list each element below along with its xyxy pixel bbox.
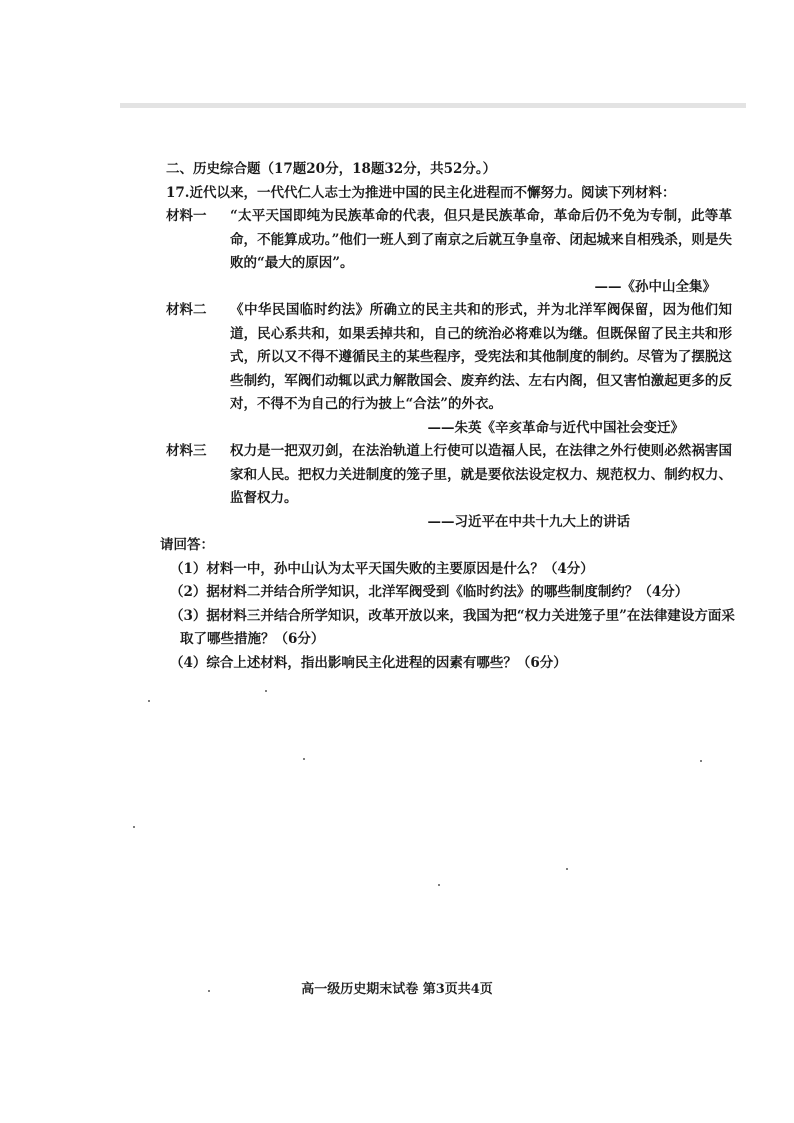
scan-speck (148, 700, 150, 702)
sub-question-3-continued: 取了哪些措施？（6分） (180, 631, 325, 647)
question-content (160, 158, 735, 675)
scan-speck (265, 690, 267, 692)
scan-speck (438, 884, 440, 886)
material-label: 材料三 (166, 443, 207, 459)
material-label: 材料二 (166, 302, 207, 318)
scan-speck (700, 760, 702, 762)
page-footer: 高一级历史期末试卷 第3页共4页 (301, 982, 493, 997)
sub-question-1: （1）材料一中，孙中山认为太平天国失败的主要原因是什么？（4分） (170, 560, 594, 577)
material-source: ——《孙中山全集》 (594, 278, 716, 295)
material-source: ——朱英《辛亥革命与近代中国社会变迁》 (427, 419, 684, 436)
scan-speck (208, 990, 210, 992)
material-1 (166, 205, 732, 276)
section-heading: 二、历史综合题（17题20分，18题32分，共52分。） (166, 161, 497, 177)
scan-speck (566, 868, 568, 870)
scan-speck (133, 826, 135, 828)
material-3 (166, 440, 732, 511)
material-text: “太平天国即纯为民族革命的代表，但只是民族革命，革命后仍不免为专制，此等革命，不能算成功。”他们一班人到了南京之后就互争皇帝、闭起城来自相残杀，则是失败的“最大的原因”。 (230, 208, 732, 271)
question-intro: 17.近代以来，一代代仁人志士为推进中国的民主化进程而不懈努力。阅读下列材料： (166, 184, 676, 201)
material-2 (166, 299, 732, 417)
material-label: 材料一 (166, 208, 207, 224)
material-text: 《中华民国临时约法》所确立的民主共和的形式，并为北洋军阀保留，因为他们知道，民心系共和，如果丢掉共和，自己的统治必将难以为继。但既保留了民主共和形式，所以又不得不遵循民主的某些程序，受宪法和其他制度的制约。尽管为了摆脱这些制约，军阀们动辄以武力解散国会、废弃约法、左右内阁，但又害怕激起更多的反对，不得不为自己的行为披上“合法”的外衣。 (230, 302, 732, 412)
sub-question-2: （2）据材料二并结合所学知识，北洋军阀受到《临时约法》的哪些制度制约？（4分） (170, 584, 689, 600)
sub-question-4: （4）综合上述材料，指出影响民主化进程的因素有哪些？（6分） (170, 654, 567, 671)
top-rule (120, 103, 746, 108)
sub-question-3: （3）据材料三并结合所学知识，改革开放以来，我国为把“权力关进笼子里”在法律建设方面采 (170, 607, 735, 624)
ask-prompt: 请回答： (160, 537, 214, 553)
material-text: 权力是一把双刃剑，在法治轨道上行使可以造福人民，在法律之外行使则必然祸害国家和人民。把权力关进制度的笼子里，就是要依法设定权力、规范权力、制约权力、监督权力。 (230, 443, 732, 506)
material-source: ——习近平在中共十九大上的讲话 (427, 513, 630, 530)
scan-speck (303, 758, 305, 760)
